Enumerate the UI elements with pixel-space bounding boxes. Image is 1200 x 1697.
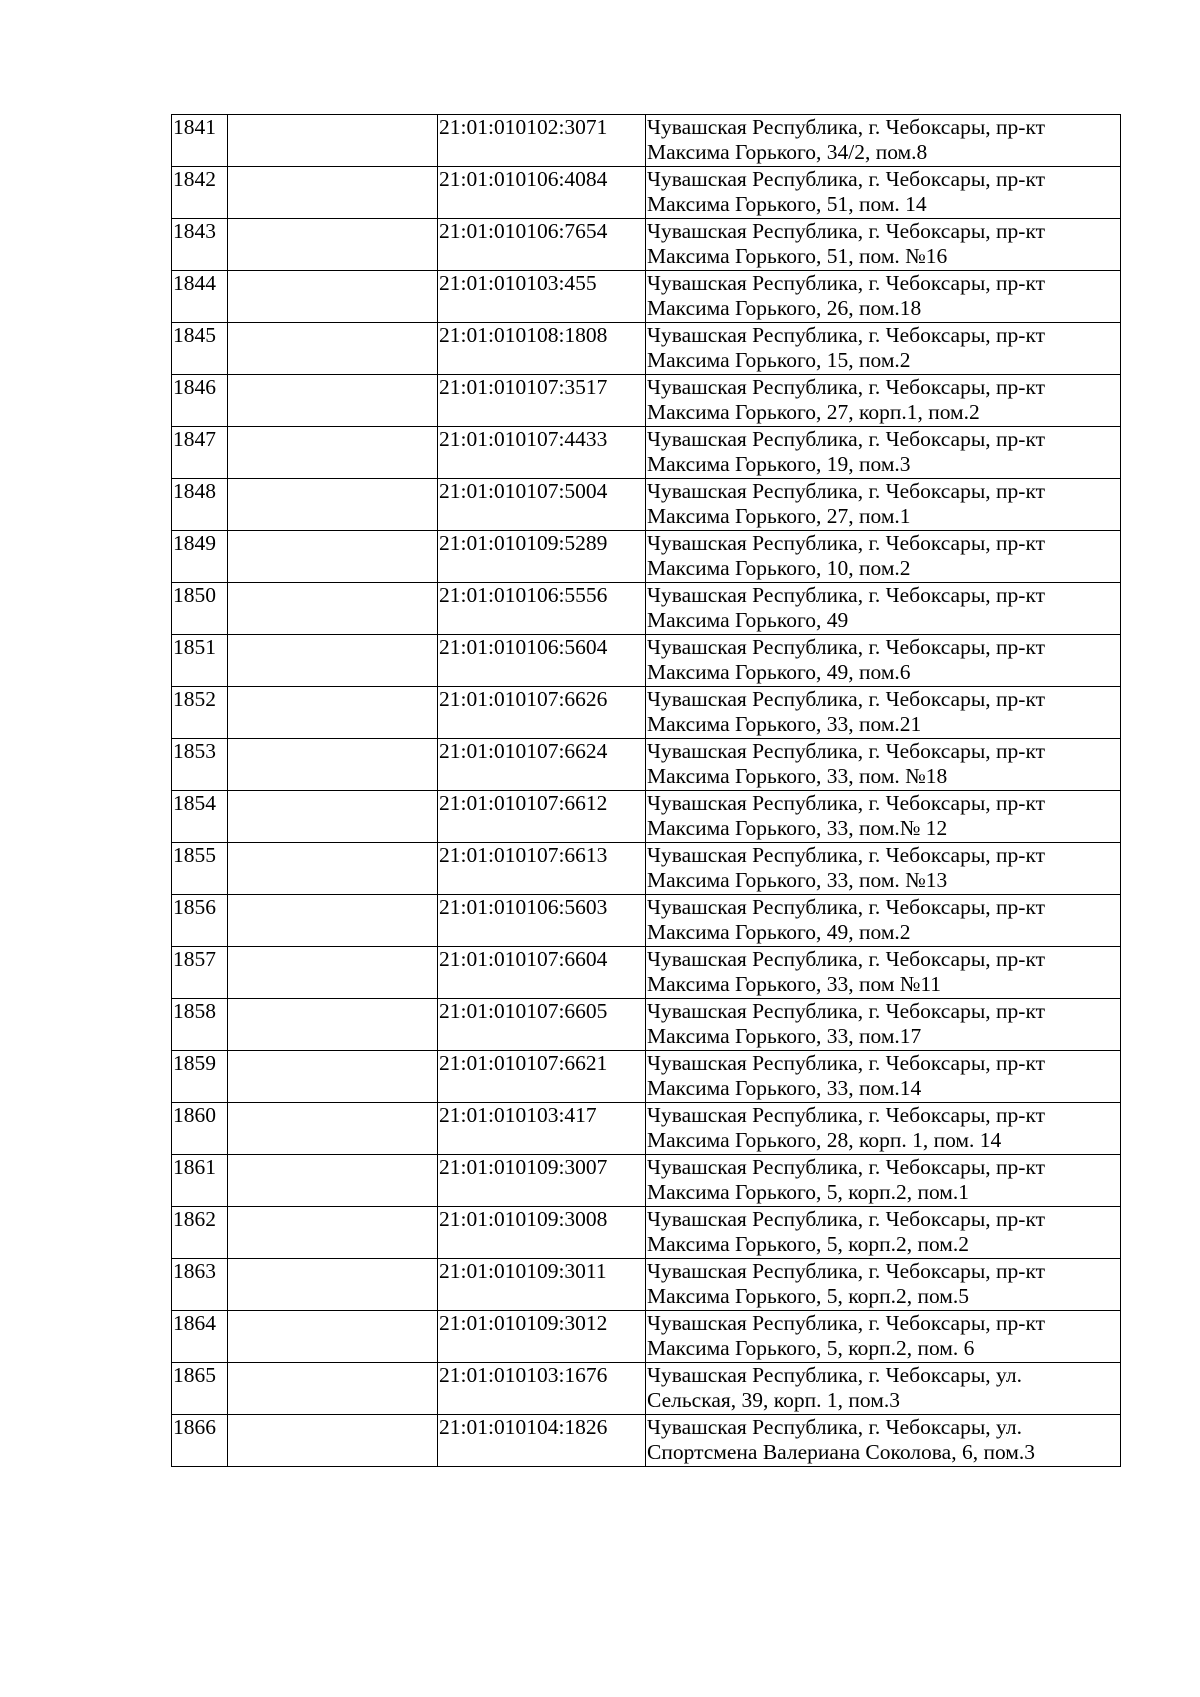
owner-cell [228,1051,438,1103]
table-row [172,479,1121,531]
address-line: Максима Горького, 19, пом.3 [647,452,911,476]
row-number-cell: 1856 [172,895,228,947]
owner-cell [228,479,438,531]
address-cell [646,219,1121,271]
address-line: Чувашская Республика, г. Чебоксары, пр-кт [647,167,1046,191]
table-row [172,219,1121,271]
address-line: Максима Горького, 51, пом. №16 [647,244,948,268]
address-cell [646,1103,1121,1155]
cadastral-number-cell: 21:01:010107:6624 [438,739,646,791]
table-row [172,1311,1121,1363]
cadastral-number-cell: 21:01:010103:455 [438,271,646,323]
owner-cell [228,843,438,895]
row-number-cell: 1855 [172,843,228,895]
table-body [172,115,1121,1467]
address-line: Чувашская Республика, г. Чебоксары, пр-кт [647,115,1046,139]
address-cell [646,895,1121,947]
cadastral-number-cell: 21:01:010107:6626 [438,687,646,739]
row-number-cell: 1846 [172,375,228,427]
address-cell [646,1311,1121,1363]
address-line: Максима Горького, 5, корп.2, пом. 6 [647,1336,975,1360]
registry-table [171,114,1121,1467]
address-line: Чувашская Республика, г. Чебоксары, пр-кт [647,219,1046,243]
address-line: Максима Горького, 15, пом.2 [647,348,911,372]
owner-cell [228,375,438,427]
address-line: Чувашская Республика, г. Чебоксары, пр-кт [647,1311,1046,1335]
owner-cell [228,1155,438,1207]
cadastral-number-cell: 21:01:010109:3012 [438,1311,646,1363]
owner-cell [228,271,438,323]
cadastral-number-cell: 21:01:010109:3007 [438,1155,646,1207]
cadastral-number-cell: 21:01:010107:3517 [438,375,646,427]
table-row [172,1051,1121,1103]
table-row [172,947,1121,999]
address-cell [646,1415,1121,1467]
address-line: Чувашская Республика, г. Чебоксары, ул. [647,1415,1022,1439]
owner-cell [228,115,438,167]
table-row [172,739,1121,791]
row-number-cell: 1851 [172,635,228,687]
cadastral-number-cell: 21:01:010106:4084 [438,167,646,219]
cadastral-number-cell: 21:01:010106:5603 [438,895,646,947]
address-cell [646,427,1121,479]
row-number-cell: 1853 [172,739,228,791]
address-line: Максима Горького, 5, корп.2, пом.5 [647,1284,970,1308]
address-cell [646,1155,1121,1207]
owner-cell [228,1259,438,1311]
cadastral-number-cell: 21:01:010109:3008 [438,1207,646,1259]
address-line: Максима Горького, 5, корп.2, пом.2 [647,1232,970,1256]
row-number-cell: 1864 [172,1311,228,1363]
address-line: Чувашская Республика, г. Чебоксары, пр-кт [647,635,1046,659]
row-number-cell: 1850 [172,583,228,635]
cadastral-number-cell: 21:01:010104:1826 [438,1415,646,1467]
address-line: Максима Горького, 26, пом.18 [647,296,922,320]
cadastral-number-cell: 21:01:010107:6605 [438,999,646,1051]
cadastral-number-cell: 21:01:010103:417 [438,1103,646,1155]
table-row [172,1259,1121,1311]
owner-cell [228,427,438,479]
owner-cell [228,947,438,999]
address-cell [646,1259,1121,1311]
address-cell [646,739,1121,791]
row-number-cell: 1849 [172,531,228,583]
cadastral-number-cell: 21:01:010103:1676 [438,1363,646,1415]
cadastral-number-cell: 21:01:010106:5556 [438,583,646,635]
row-number-cell: 1847 [172,427,228,479]
address-line: Максима Горького, 33, пом.17 [647,1024,922,1048]
owner-cell [228,635,438,687]
address-line: Чувашская Республика, г. Чебоксары, пр-кт [647,323,1046,347]
address-line: Максима Горького, 27, пом.1 [647,504,911,528]
cadastral-number-cell: 21:01:010107:6613 [438,843,646,895]
owner-cell [228,583,438,635]
table-row [172,1415,1121,1467]
row-number-cell: 1843 [172,219,228,271]
address-cell [646,687,1121,739]
row-number-cell: 1865 [172,1363,228,1415]
owner-cell [228,323,438,375]
row-number-cell: 1857 [172,947,228,999]
owner-cell [228,687,438,739]
address-line: Сельская, 39, корп. 1, пом.3 [647,1388,900,1412]
row-number-cell: 1859 [172,1051,228,1103]
address-line: Чувашская Республика, г. Чебоксары, пр-кт [647,739,1046,763]
address-line: Максима Горького, 34/2, пом.8 [647,140,928,164]
row-number-cell: 1841 [172,115,228,167]
address-line: Чувашская Республика, г. Чебоксары, пр-кт [647,479,1046,503]
address-line: Максима Горького, 49 [647,608,849,632]
row-number-cell: 1848 [172,479,228,531]
address-line: Максима Горького, 10, пом.2 [647,556,911,580]
table-row [172,323,1121,375]
owner-cell [228,739,438,791]
owner-cell [228,167,438,219]
owner-cell [228,1103,438,1155]
address-line: Чувашская Республика, г. Чебоксары, пр-кт [647,999,1046,1023]
address-line: Максима Горького, 33, пом.21 [647,712,922,736]
row-number-cell: 1852 [172,687,228,739]
row-number-cell: 1863 [172,1259,228,1311]
cadastral-number-cell: 21:01:010107:5004 [438,479,646,531]
row-number-cell: 1845 [172,323,228,375]
address-line: Чувашская Республика, г. Чебоксары, пр-кт [647,1155,1046,1179]
address-line: Чувашская Республика, г. Чебоксары, пр-кт [647,843,1046,867]
address-cell [646,323,1121,375]
address-line: Чувашская Республика, г. Чебоксары, пр-кт [647,1051,1046,1075]
table-row [172,167,1121,219]
address-line: Максима Горького, 33, пом.№ 12 [647,816,948,840]
table-row [172,427,1121,479]
owner-cell [228,895,438,947]
address-line: Максима Горького, 27, корп.1, пом.2 [647,400,980,424]
address-cell [646,531,1121,583]
row-number-cell: 1862 [172,1207,228,1259]
address-line: Чувашская Республика, г. Чебоксары, пр-кт [647,1207,1046,1231]
owner-cell [228,219,438,271]
owner-cell [228,1311,438,1363]
address-cell [646,635,1121,687]
address-line: Максима Горького, 51, пом. 14 [647,192,927,216]
owner-cell [228,1207,438,1259]
cadastral-number-cell: 21:01:010108:1808 [438,323,646,375]
cadastral-number-cell: 21:01:010107:6604 [438,947,646,999]
address-line: Чувашская Республика, г. Чебоксары, пр-кт [647,947,1046,971]
address-line: Максима Горького, 33, пом. №13 [647,868,948,892]
table-row [172,115,1121,167]
address-cell [646,999,1121,1051]
cadastral-number-cell: 21:01:010109:5289 [438,531,646,583]
address-cell [646,115,1121,167]
address-line: Максима Горького, 33, пом №11 [647,972,942,996]
address-cell [646,1051,1121,1103]
address-line: Чувашская Республика, г. Чебоксары, пр-кт [647,375,1046,399]
table-row [172,1155,1121,1207]
table-row [172,1103,1121,1155]
owner-cell [228,999,438,1051]
address-cell [646,167,1121,219]
row-number-cell: 1866 [172,1415,228,1467]
row-number-cell: 1844 [172,271,228,323]
owner-cell [228,1415,438,1467]
address-line: Чувашская Республика, г. Чебоксары, пр-кт [647,583,1046,607]
address-line: Чувашская Республика, г. Чебоксары, пр-кт [647,895,1046,919]
address-line: Спортсмена Валериана Соколова, 6, пом.3 [647,1440,1036,1464]
table-row [172,583,1121,635]
address-cell [646,271,1121,323]
address-line: Максима Горького, 33, пом.14 [647,1076,922,1100]
cadastral-number-cell: 21:01:010102:3071 [438,115,646,167]
table-row [172,791,1121,843]
address-line: Максима Горького, 5, корп.2, пом.1 [647,1180,970,1204]
owner-cell [228,791,438,843]
cadastral-number-cell: 21:01:010107:4433 [438,427,646,479]
address-cell [646,583,1121,635]
address-cell [646,843,1121,895]
address-line: Чувашская Республика, г. Чебоксары, пр-кт [647,1259,1046,1283]
cadastral-number-cell: 21:01:010107:6612 [438,791,646,843]
cadastral-number-cell: 21:01:010107:6621 [438,1051,646,1103]
table-row [172,271,1121,323]
address-line: Чувашская Республика, г. Чебоксары, пр-кт [647,687,1046,711]
table-row [172,375,1121,427]
address-line: Максима Горького, 33, пом. №18 [647,764,948,788]
owner-cell [228,1363,438,1415]
address-line: Чувашская Республика, г. Чебоксары, пр-кт [647,531,1046,555]
table-row [172,843,1121,895]
address-line: Чувашская Республика, г. Чебоксары, ул. [647,1363,1022,1387]
address-line: Чувашская Республика, г. Чебоксары, пр-кт [647,427,1046,451]
owner-cell [228,531,438,583]
address-line: Чувашская Республика, г. Чебоксары, пр-кт [647,1103,1046,1127]
address-line: Максима Горького, 49, пом.6 [647,660,911,684]
address-line: Чувашская Республика, г. Чебоксары, пр-кт [647,791,1046,815]
table-row [172,1207,1121,1259]
table-row [172,635,1121,687]
table-row [172,687,1121,739]
table-row [172,895,1121,947]
row-number-cell: 1860 [172,1103,228,1155]
address-cell [646,947,1121,999]
address-line: Чувашская Республика, г. Чебоксары, пр-кт [647,271,1046,295]
row-number-cell: 1858 [172,999,228,1051]
table-row [172,531,1121,583]
address-cell [646,1363,1121,1415]
table-row [172,1363,1121,1415]
address-cell [646,479,1121,531]
table-row [172,999,1121,1051]
address-line: Максима Горького, 49, пом.2 [647,920,911,944]
address-cell [646,1207,1121,1259]
row-number-cell: 1842 [172,167,228,219]
cadastral-number-cell: 21:01:010106:5604 [438,635,646,687]
address-line: Максима Горького, 28, корп. 1, пом. 14 [647,1128,1002,1152]
cadastral-number-cell: 21:01:010109:3011 [438,1259,646,1311]
cadastral-number-cell: 21:01:010106:7654 [438,219,646,271]
row-number-cell: 1854 [172,791,228,843]
address-cell [646,375,1121,427]
row-number-cell: 1861 [172,1155,228,1207]
address-cell [646,791,1121,843]
